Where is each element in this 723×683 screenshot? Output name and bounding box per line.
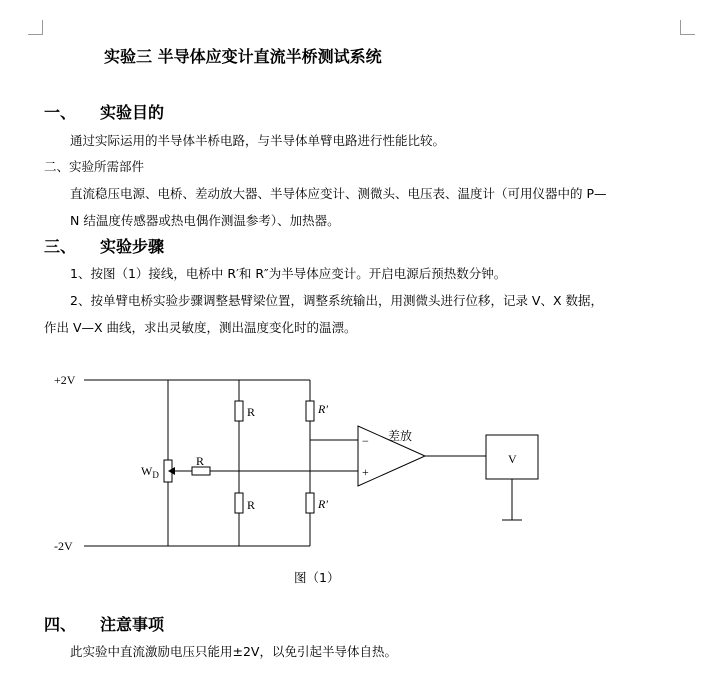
section-4-title: 注意事项	[100, 615, 165, 634]
section-1-number: 一、	[44, 103, 77, 122]
r-prime-bottom-label: R′	[318, 497, 328, 511]
section-3-title: 实验步骤	[100, 237, 165, 256]
r-top-label: R	[247, 405, 256, 419]
section-4-number: 四、	[44, 615, 77, 634]
non-inverting-input-sign: +	[362, 465, 369, 479]
r-prime-top-label: R′	[318, 402, 328, 416]
plus-supply-label: +2V	[54, 373, 76, 387]
inverting-input-sign: −	[362, 434, 369, 448]
section-2-heading: 二、实验所需部件	[44, 159, 145, 174]
section-2-line-2: N 结温度传感器或热电偶作测温参考）、加热器。	[70, 213, 340, 228]
step-2-text-line-1: 2、按单臂电桥实验步骤调整悬臂梁位置，调整系统输出，用测微头进行位移，记录 V、X 数据，	[70, 293, 604, 308]
figure-caption: 图（1）	[294, 570, 340, 585]
section-1-heading	[44, 100, 164, 123]
section-4-heading	[44, 612, 164, 635]
step-1-text: 1、按图（1）接线，电桥中 R′和 R″为半导体应变计。开启电源后预热数分钟。	[70, 266, 507, 281]
section-4-text: 此实验中直流激励电压只能用±2V，以免引起半导体自热。	[70, 644, 397, 659]
resistor-r-series	[192, 467, 210, 475]
amplifier-label: 差放	[388, 429, 413, 443]
section-3-number: 三、	[44, 237, 77, 256]
crop-mark-top-right	[680, 20, 695, 35]
resistor-r-top	[235, 401, 243, 421]
voltmeter-label: V	[508, 452, 517, 466]
section-1-text: 通过实际运用的半导体半桥电路，与半导体单臂电路进行性能比较。	[70, 133, 446, 148]
resistor-r-bottom	[235, 493, 243, 513]
circuit-diagram	[0, 360, 723, 575]
section-3-heading	[44, 234, 164, 257]
strain-gauge-bottom	[306, 493, 314, 513]
series-resistor-label: R	[196, 454, 205, 468]
crop-mark-top-left	[28, 20, 43, 35]
strain-gauge-top	[306, 401, 314, 421]
wd-label: $W_D$	[141, 464, 159, 480]
minus-supply-label: -2V	[54, 539, 73, 553]
step-2-text-line-2: 作出 V—X 曲线，求出灵敏度，测出温度变化时的温漂。	[44, 320, 357, 335]
section-1-title: 实验目的	[100, 103, 165, 122]
r-bottom-label: R	[247, 498, 256, 512]
document-title: 实验三 半导体应变计直流半桥测试系统	[104, 47, 382, 66]
section-2-line-1: 直流稳压电源、电桥、差动放大器、半导体应变计、测微头、电压表、温度计（可用仪器中的 P—	[70, 186, 607, 201]
